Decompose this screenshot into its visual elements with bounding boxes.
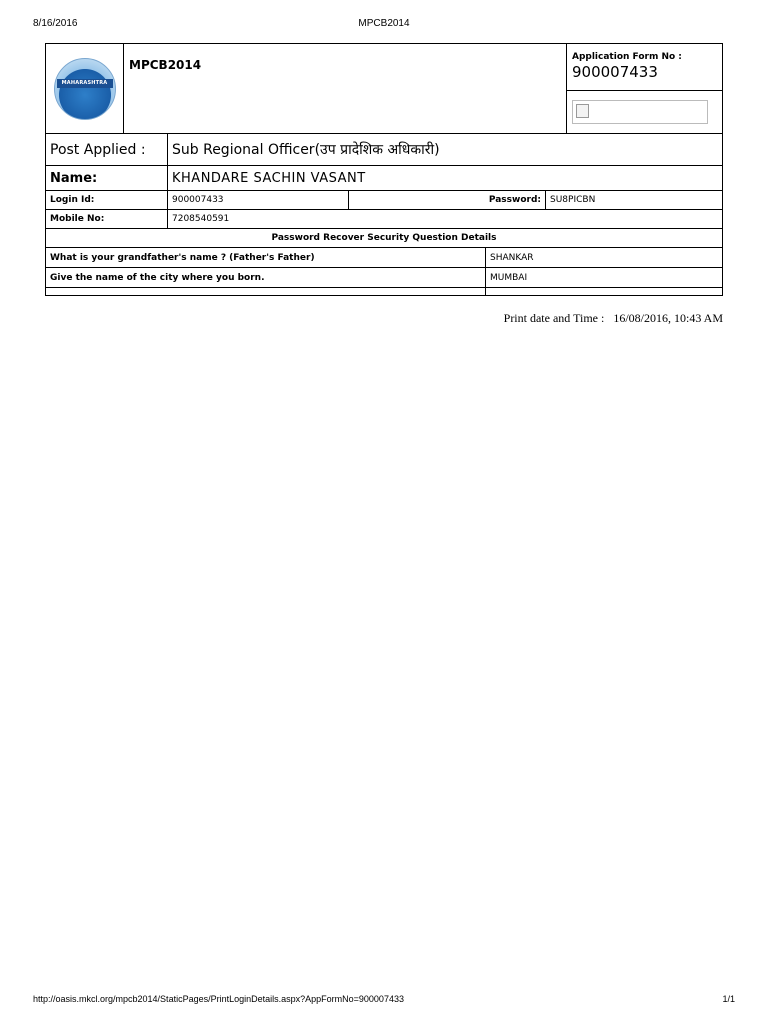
- barcode-cell: [567, 91, 722, 133]
- login-id-value: 900007433: [168, 191, 349, 209]
- mobile-label: Mobile No:: [46, 210, 168, 228]
- security-question: What is your grandfather's name ? (Father's Father): [46, 248, 486, 267]
- org-title-cell: [124, 44, 567, 133]
- password-value: SU8PICBN: [550, 195, 596, 205]
- security-heading-row: [46, 229, 722, 248]
- app-form-number: 900007433: [572, 63, 658, 81]
- security-question: Give the name of the city where you born.: [46, 268, 486, 287]
- table-row: [46, 248, 722, 268]
- table-row: [46, 268, 722, 288]
- security-answer: SHANKAR: [490, 252, 534, 263]
- print-date: 8/16/2016: [33, 18, 78, 29]
- print-date-time: [504, 311, 723, 326]
- mpcb-logo: [54, 58, 116, 120]
- post-applied-value: Sub Regional Officer(उप प्रादेशिक अधिकारी): [172, 142, 440, 158]
- print-date-label: Print date and Time :: [503, 311, 605, 325]
- login-details-form: [45, 43, 723, 296]
- security-heading: Password Recover Security Question Details: [271, 233, 497, 243]
- print-date-value: 16/08/2016, 10:43 AM: [613, 311, 723, 325]
- empty-cell: [46, 288, 486, 295]
- mobile-value: 7208540591: [172, 214, 230, 224]
- mobile-row: [46, 210, 722, 229]
- app-form-no-block: [567, 44, 722, 91]
- org-title: MPCB2014: [129, 58, 202, 72]
- logo-text: MAHARASHTRA: [57, 79, 113, 88]
- empty-cell: [486, 288, 722, 295]
- post-applied-row: [46, 134, 722, 166]
- name-label: Name:: [46, 166, 168, 190]
- form-header-row: [46, 44, 722, 134]
- logo-cell: [46, 44, 124, 133]
- broken-image-icon: [572, 100, 708, 124]
- app-form-label: Application Form No :: [572, 52, 682, 62]
- page-number: 1/1: [722, 994, 735, 1004]
- login-row: [46, 191, 722, 210]
- password-label: Password:: [349, 191, 546, 209]
- login-id-label: Login Id:: [46, 191, 168, 209]
- app-form-cell: [567, 44, 722, 133]
- post-applied-label: Post Applied :: [46, 134, 168, 165]
- name-value: KHANDARE SACHIN VASANT: [172, 170, 366, 186]
- page-url: http://oasis.mkcl.org/mpcb2014/StaticPages/PrintLoginDetails.aspx?AppFormNo=900007433: [33, 994, 404, 1004]
- security-answer: MUMBAI: [490, 272, 528, 283]
- name-row: [46, 166, 722, 191]
- print-page-title: MPCB2014: [358, 18, 410, 29]
- empty-row: [46, 288, 722, 295]
